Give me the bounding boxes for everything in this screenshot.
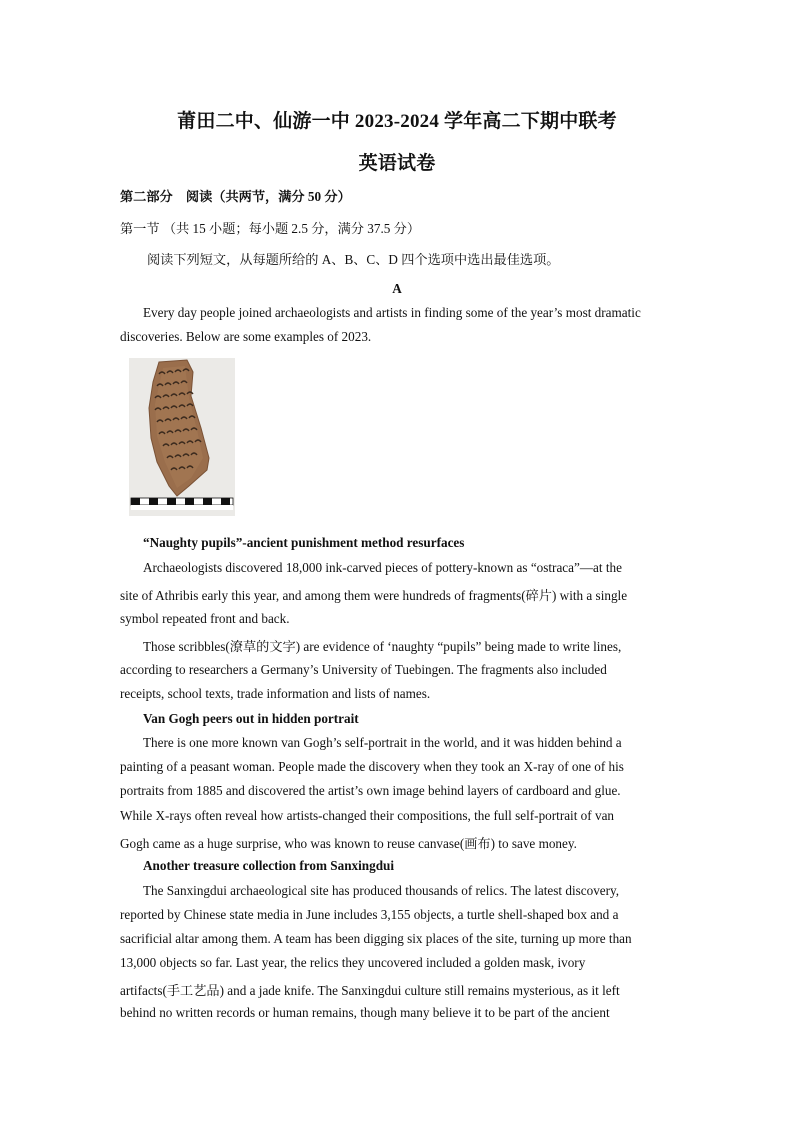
article-line: reported by Chinese state media in June includes 3,155 objects, a turtle shell-shaped box and a (120, 907, 619, 922)
article-line: sacrificial altar among them. A team has been digging six places of the site, turning up more than (120, 931, 632, 946)
article-line: artifacts(手工艺品) and a jade knife. The Sanxingdui culture still remains mysterious, as it left (120, 983, 620, 998)
article-line: The Sanxingdui archaeological site has produced thousands of relics. The latest discovery, (143, 883, 620, 898)
part-heading: 第二部分 阅读（共两节，满分 50 分） (120, 189, 351, 204)
passage-label: A (392, 281, 402, 296)
exam-title: 莆田二中、仙游一中 2023-2024 学年高二下期中联考 (177, 111, 617, 132)
article-heading: “Naughty pupils”-ancient punishment method resurfaces (143, 535, 465, 550)
exam-subtitle: 英语试卷 (358, 153, 436, 174)
article-heading: Another treasure collection from Sanxingdui (143, 858, 395, 873)
article-line: Gogh came as a huge surprise, who was known to reuse canvase(画布) to save money. (120, 836, 577, 851)
article-line: site of Athribis early this year, and among them were hundreds of fragments(碎片) with a single (120, 588, 628, 603)
article-line: Those scribbles(潦草的文字) are evidence of ‘naughty “pupils” being made to write lines, (143, 639, 622, 654)
article-line: receipts, school texts, trade information and lists of names. (120, 686, 431, 701)
article-line: behind no written records or human remains, though many believe it to be part of the ancient (120, 1005, 610, 1020)
article-line: Archaeologists discovered 18,000 ink-carved pieces of pottery-known as “ostraca”—at the (143, 560, 622, 575)
article-line: symbol repeated front and back. (120, 611, 290, 626)
pottery-fragment-photo (129, 358, 235, 516)
article-line: While X-rays often reveal how artists-changed their compositions, the full self-portrait of van (120, 808, 615, 823)
article-heading: Van Gogh peers out in hidden portrait (143, 711, 359, 726)
intro-line: discoveries. Below are some examples of 2023. (120, 329, 372, 344)
intro-line: Every day people joined archaeologists and artists in finding some of the year’s most dramatic (143, 305, 641, 320)
article-line: 13,000 objects so far. Last year, the relics they uncovered included a golden mask, ivory (120, 955, 586, 970)
article-line: There is one more known van Gogh’s self-portrait in the world, and it was hidden behind a (143, 735, 622, 750)
article-line: according to researchers a Germany’s University of Tuebingen. The fragments also included (120, 662, 607, 677)
section-heading: 第一节 （共 15 小题；每小题 2.5 分，满分 37.5 分） (120, 221, 421, 236)
instruction-text: 阅读下列短文，从每题所给的 A、B、C、D 四个选项中选出最佳选项。 (147, 252, 560, 267)
article-line: portraits from 1885 and discovered the artist’s own image behind layers of cardboard and glue. (120, 783, 621, 798)
article-line: painting of a peasant woman. People made the discovery when they took an X-ray of one of his (120, 759, 624, 774)
